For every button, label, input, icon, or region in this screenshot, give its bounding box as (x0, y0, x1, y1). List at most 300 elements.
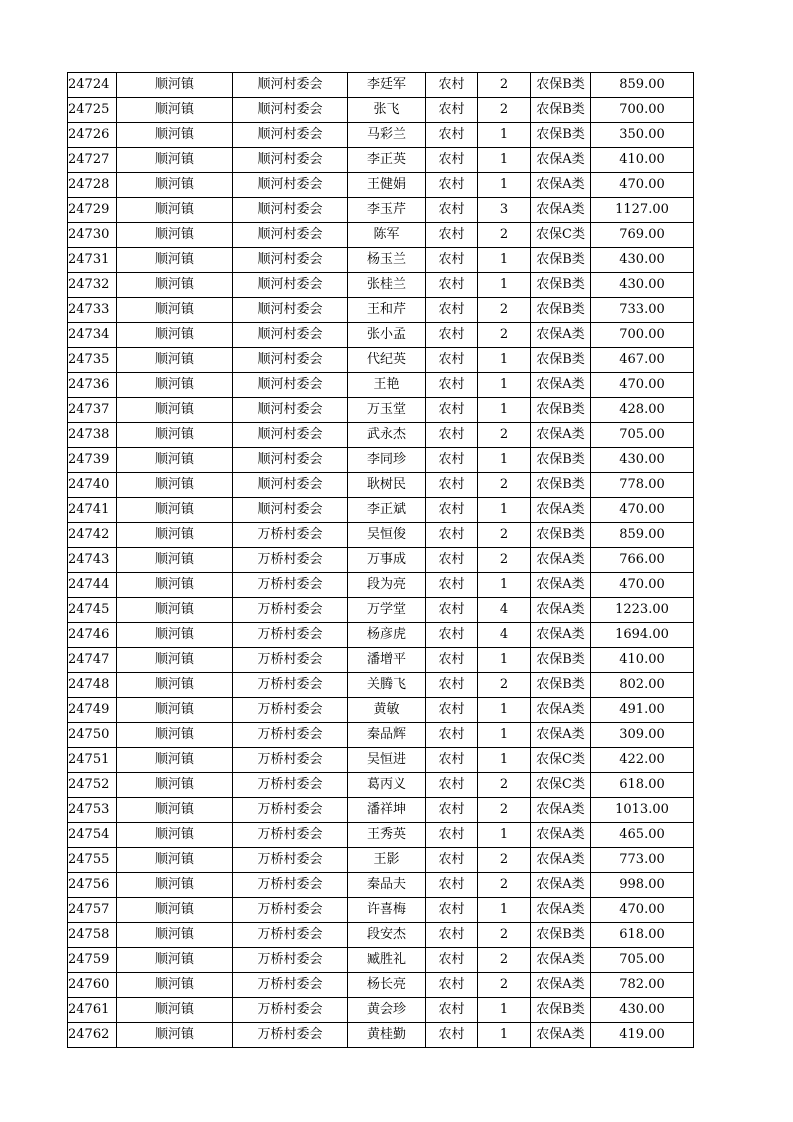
town-cell: 顺河镇 (117, 123, 233, 148)
household-type-cell: 农村 (426, 998, 478, 1023)
household-type-cell: 农村 (426, 673, 478, 698)
record-id-cell: 24738 (68, 423, 117, 448)
household-type-cell: 农村 (426, 448, 478, 473)
village-committee-cell: 顺河村委会 (233, 498, 348, 523)
person-name-cell: 秦品夫 (348, 873, 426, 898)
village-committee-cell: 顺河村委会 (233, 423, 348, 448)
village-committee-cell: 顺河村委会 (233, 323, 348, 348)
member-count-cell: 1 (478, 398, 531, 423)
record-id-cell: 24735 (68, 348, 117, 373)
village-committee-cell: 顺河村委会 (233, 173, 348, 198)
category-cell: 农保A类 (531, 323, 591, 348)
person-name-cell: 李玉芹 (348, 198, 426, 223)
town-cell: 顺河镇 (117, 648, 233, 673)
household-type-cell: 农村 (426, 173, 478, 198)
record-id-cell: 24761 (68, 998, 117, 1023)
record-id-cell: 24758 (68, 923, 117, 948)
table-row (68, 898, 694, 923)
village-committee-cell: 顺河村委会 (233, 248, 348, 273)
village-committee-cell: 万桥村委会 (233, 873, 348, 898)
table-row (68, 523, 694, 548)
town-cell: 顺河镇 (117, 773, 233, 798)
record-id-cell: 24736 (68, 373, 117, 398)
record-id-cell: 24755 (68, 848, 117, 873)
member-count-cell: 2 (478, 423, 531, 448)
person-name-cell: 王艳 (348, 373, 426, 398)
household-type-cell: 农村 (426, 248, 478, 273)
table-row (68, 873, 694, 898)
category-cell: 农保B类 (531, 523, 591, 548)
town-cell: 顺河镇 (117, 73, 233, 98)
category-cell: 农保A类 (531, 423, 591, 448)
town-cell: 顺河镇 (117, 498, 233, 523)
category-cell: 农保A类 (531, 373, 591, 398)
record-id-cell: 24759 (68, 948, 117, 973)
member-count-cell: 2 (478, 73, 531, 98)
record-id-cell: 24762 (68, 1023, 117, 1048)
person-name-cell: 万学堂 (348, 598, 426, 623)
record-id-cell: 24724 (68, 73, 117, 98)
village-committee-cell: 万桥村委会 (233, 698, 348, 723)
category-cell: 农保A类 (531, 623, 591, 648)
member-count-cell: 1 (478, 1023, 531, 1048)
table-row (68, 748, 694, 773)
amount-cell: 430.00 (591, 248, 694, 273)
amount-cell: 782.00 (591, 973, 694, 998)
person-name-cell: 黄敏 (348, 698, 426, 723)
record-id-cell: 24728 (68, 173, 117, 198)
person-name-cell: 张桂兰 (348, 273, 426, 298)
person-name-cell: 段为亮 (348, 573, 426, 598)
town-cell: 顺河镇 (117, 973, 233, 998)
member-count-cell: 1 (478, 998, 531, 1023)
household-type-cell: 农村 (426, 898, 478, 923)
table-row (68, 173, 694, 198)
table-row (68, 773, 694, 798)
person-name-cell: 杨彦虎 (348, 623, 426, 648)
amount-cell: 1013.00 (591, 798, 694, 823)
household-type-cell: 农村 (426, 623, 478, 648)
household-type-cell: 农村 (426, 73, 478, 98)
table-row (68, 598, 694, 623)
town-cell: 顺河镇 (117, 673, 233, 698)
roster-table (67, 72, 694, 1048)
table-row (68, 448, 694, 473)
member-count-cell: 1 (478, 248, 531, 273)
member-count-cell: 1 (478, 898, 531, 923)
amount-cell: 491.00 (591, 698, 694, 723)
town-cell: 顺河镇 (117, 923, 233, 948)
member-count-cell: 1 (478, 448, 531, 473)
amount-cell: 470.00 (591, 173, 694, 198)
town-cell: 顺河镇 (117, 198, 233, 223)
category-cell: 农保B类 (531, 273, 591, 298)
member-count-cell: 2 (478, 473, 531, 498)
village-committee-cell: 万桥村委会 (233, 998, 348, 1023)
table-row (68, 948, 694, 973)
amount-cell: 700.00 (591, 98, 694, 123)
member-count-cell: 4 (478, 598, 531, 623)
village-committee-cell: 万桥村委会 (233, 923, 348, 948)
town-cell: 顺河镇 (117, 523, 233, 548)
town-cell: 顺河镇 (117, 898, 233, 923)
town-cell: 顺河镇 (117, 323, 233, 348)
town-cell: 顺河镇 (117, 873, 233, 898)
household-type-cell: 农村 (426, 923, 478, 948)
table-row (68, 73, 694, 98)
record-id-cell: 24749 (68, 698, 117, 723)
village-committee-cell: 顺河村委会 (233, 98, 348, 123)
village-committee-cell: 顺河村委会 (233, 348, 348, 373)
category-cell: 农保A类 (531, 573, 591, 598)
category-cell: 农保A类 (531, 848, 591, 873)
person-name-cell: 臧胜礼 (348, 948, 426, 973)
category-cell: 农保A类 (531, 1023, 591, 1048)
record-id-cell: 24726 (68, 123, 117, 148)
village-committee-cell: 万桥村委会 (233, 648, 348, 673)
town-cell: 顺河镇 (117, 1023, 233, 1048)
record-id-cell: 24744 (68, 573, 117, 598)
household-type-cell: 农村 (426, 373, 478, 398)
amount-cell: 859.00 (591, 523, 694, 548)
table-row (68, 498, 694, 523)
record-id-cell: 24747 (68, 648, 117, 673)
town-cell: 顺河镇 (117, 173, 233, 198)
table-row (68, 998, 694, 1023)
person-name-cell: 李正斌 (348, 498, 426, 523)
amount-cell: 419.00 (591, 1023, 694, 1048)
person-name-cell: 王秀英 (348, 823, 426, 848)
village-committee-cell: 顺河村委会 (233, 448, 348, 473)
member-count-cell: 1 (478, 648, 531, 673)
category-cell: 农保A类 (531, 598, 591, 623)
amount-cell: 430.00 (591, 448, 694, 473)
member-count-cell: 1 (478, 123, 531, 148)
household-type-cell: 农村 (426, 723, 478, 748)
category-cell: 农保C类 (531, 223, 591, 248)
member-count-cell: 2 (478, 973, 531, 998)
record-id-cell: 24751 (68, 748, 117, 773)
member-count-cell: 1 (478, 723, 531, 748)
member-count-cell: 3 (478, 198, 531, 223)
member-count-cell: 4 (478, 623, 531, 648)
category-cell: 农保B类 (531, 398, 591, 423)
person-name-cell: 杨玉兰 (348, 248, 426, 273)
household-type-cell: 农村 (426, 748, 478, 773)
category-cell: 农保B类 (531, 648, 591, 673)
member-count-cell: 1 (478, 348, 531, 373)
category-cell: 农保A类 (531, 898, 591, 923)
category-cell: 农保B类 (531, 998, 591, 1023)
amount-cell: 1223.00 (591, 598, 694, 623)
record-id-cell: 24742 (68, 523, 117, 548)
town-cell: 顺河镇 (117, 948, 233, 973)
record-id-cell: 24741 (68, 498, 117, 523)
record-id-cell: 24756 (68, 873, 117, 898)
person-name-cell: 王影 (348, 848, 426, 873)
town-cell: 顺河镇 (117, 473, 233, 498)
village-committee-cell: 万桥村委会 (233, 623, 348, 648)
person-name-cell: 潘祥坤 (348, 798, 426, 823)
table-row (68, 973, 694, 998)
amount-cell: 470.00 (591, 498, 694, 523)
member-count-cell: 2 (478, 948, 531, 973)
member-count-cell: 2 (478, 223, 531, 248)
person-name-cell: 杨长亮 (348, 973, 426, 998)
town-cell: 顺河镇 (117, 598, 233, 623)
person-name-cell: 马彩兰 (348, 123, 426, 148)
household-type-cell: 农村 (426, 848, 478, 873)
table-row (68, 398, 694, 423)
village-committee-cell: 顺河村委会 (233, 223, 348, 248)
person-name-cell: 代纪英 (348, 348, 426, 373)
amount-cell: 1127.00 (591, 198, 694, 223)
table-row (68, 698, 694, 723)
person-name-cell: 关腾飞 (348, 673, 426, 698)
category-cell: 农保B类 (531, 923, 591, 948)
amount-cell: 802.00 (591, 673, 694, 698)
household-type-cell: 农村 (426, 798, 478, 823)
village-committee-cell: 万桥村委会 (233, 798, 348, 823)
category-cell: 农保A类 (531, 198, 591, 223)
town-cell: 顺河镇 (117, 273, 233, 298)
record-id-cell: 24760 (68, 973, 117, 998)
person-name-cell: 葛丙义 (348, 773, 426, 798)
record-id-cell: 24734 (68, 323, 117, 348)
household-type-cell: 农村 (426, 598, 478, 623)
village-committee-cell: 万桥村委会 (233, 523, 348, 548)
table-row (68, 373, 694, 398)
household-type-cell: 农村 (426, 648, 478, 673)
household-type-cell: 农村 (426, 823, 478, 848)
table-row (68, 123, 694, 148)
amount-cell: 998.00 (591, 873, 694, 898)
category-cell: 农保B类 (531, 123, 591, 148)
village-committee-cell: 顺河村委会 (233, 298, 348, 323)
amount-cell: 733.00 (591, 298, 694, 323)
amount-cell: 700.00 (591, 323, 694, 348)
table-row (68, 473, 694, 498)
amount-cell: 618.00 (591, 923, 694, 948)
table-row (68, 248, 694, 273)
record-id-cell: 24731 (68, 248, 117, 273)
person-name-cell: 王健娟 (348, 173, 426, 198)
household-type-cell: 农村 (426, 273, 478, 298)
village-committee-cell: 万桥村委会 (233, 548, 348, 573)
town-cell: 顺河镇 (117, 748, 233, 773)
category-cell: 农保B类 (531, 98, 591, 123)
town-cell: 顺河镇 (117, 848, 233, 873)
village-committee-cell: 顺河村委会 (233, 148, 348, 173)
member-count-cell: 1 (478, 573, 531, 598)
household-type-cell: 农村 (426, 98, 478, 123)
person-name-cell: 黄桂勤 (348, 1023, 426, 1048)
village-committee-cell: 万桥村委会 (233, 573, 348, 598)
person-name-cell: 吴恒俊 (348, 523, 426, 548)
amount-cell: 430.00 (591, 273, 694, 298)
household-type-cell: 农村 (426, 973, 478, 998)
table-row (68, 298, 694, 323)
amount-cell: 769.00 (591, 223, 694, 248)
village-committee-cell: 顺河村委会 (233, 473, 348, 498)
category-cell: 农保A类 (531, 723, 591, 748)
record-id-cell: 24729 (68, 198, 117, 223)
category-cell: 农保A类 (531, 973, 591, 998)
table-row (68, 223, 694, 248)
category-cell: 农保B类 (531, 673, 591, 698)
person-name-cell: 陈军 (348, 223, 426, 248)
table-row (68, 198, 694, 223)
household-type-cell: 农村 (426, 573, 478, 598)
person-name-cell: 张飞 (348, 98, 426, 123)
record-id-cell: 24754 (68, 823, 117, 848)
town-cell: 顺河镇 (117, 448, 233, 473)
table-row (68, 548, 694, 573)
table-row (68, 323, 694, 348)
town-cell: 顺河镇 (117, 223, 233, 248)
amount-cell: 773.00 (591, 848, 694, 873)
category-cell: 农保B类 (531, 248, 591, 273)
amount-cell: 705.00 (591, 948, 694, 973)
member-count-cell: 1 (478, 148, 531, 173)
member-count-cell: 1 (478, 748, 531, 773)
person-name-cell: 李正英 (348, 148, 426, 173)
village-committee-cell: 顺河村委会 (233, 123, 348, 148)
table-row (68, 348, 694, 373)
member-count-cell: 2 (478, 548, 531, 573)
category-cell: 农保B类 (531, 73, 591, 98)
town-cell: 顺河镇 (117, 548, 233, 573)
member-count-cell: 1 (478, 273, 531, 298)
household-type-cell: 农村 (426, 523, 478, 548)
record-id-cell: 24746 (68, 623, 117, 648)
person-name-cell: 许喜梅 (348, 898, 426, 923)
person-name-cell: 万事成 (348, 548, 426, 573)
person-name-cell: 王和芹 (348, 298, 426, 323)
town-cell: 顺河镇 (117, 573, 233, 598)
village-committee-cell: 万桥村委会 (233, 673, 348, 698)
household-type-cell: 农村 (426, 398, 478, 423)
amount-cell: 1694.00 (591, 623, 694, 648)
person-name-cell: 李廷军 (348, 73, 426, 98)
amount-cell: 859.00 (591, 73, 694, 98)
category-cell: 农保A类 (531, 698, 591, 723)
amount-cell: 428.00 (591, 398, 694, 423)
amount-cell: 422.00 (591, 748, 694, 773)
person-name-cell: 秦品辉 (348, 723, 426, 748)
amount-cell: 430.00 (591, 998, 694, 1023)
village-committee-cell: 顺河村委会 (233, 73, 348, 98)
town-cell: 顺河镇 (117, 148, 233, 173)
village-committee-cell: 万桥村委会 (233, 973, 348, 998)
record-id-cell: 24750 (68, 723, 117, 748)
amount-cell: 470.00 (591, 898, 694, 923)
table-row (68, 423, 694, 448)
category-cell: 农保B类 (531, 473, 591, 498)
record-id-cell: 24725 (68, 98, 117, 123)
member-count-cell: 2 (478, 923, 531, 948)
category-cell: 农保A类 (531, 948, 591, 973)
table-row (68, 98, 694, 123)
category-cell: 农保B类 (531, 348, 591, 373)
amount-cell: 618.00 (591, 773, 694, 798)
member-count-cell: 2 (478, 773, 531, 798)
member-count-cell: 2 (478, 673, 531, 698)
category-cell: 农保A类 (531, 498, 591, 523)
household-type-cell: 农村 (426, 1023, 478, 1048)
amount-cell: 410.00 (591, 648, 694, 673)
category-cell: 农保C类 (531, 748, 591, 773)
town-cell: 顺河镇 (117, 698, 233, 723)
member-count-cell: 1 (478, 823, 531, 848)
category-cell: 农保B类 (531, 298, 591, 323)
person-name-cell: 段安杰 (348, 923, 426, 948)
record-id-cell: 24737 (68, 398, 117, 423)
village-committee-cell: 万桥村委会 (233, 723, 348, 748)
village-committee-cell: 万桥村委会 (233, 773, 348, 798)
person-name-cell: 黄会珍 (348, 998, 426, 1023)
person-name-cell: 潘增平 (348, 648, 426, 673)
amount-cell: 410.00 (591, 148, 694, 173)
household-type-cell: 农村 (426, 873, 478, 898)
person-name-cell: 武永杰 (348, 423, 426, 448)
category-cell: 农保A类 (531, 148, 591, 173)
member-count-cell: 1 (478, 173, 531, 198)
household-type-cell: 农村 (426, 323, 478, 348)
amount-cell: 470.00 (591, 573, 694, 598)
town-cell: 顺河镇 (117, 823, 233, 848)
town-cell: 顺河镇 (117, 298, 233, 323)
table-row (68, 798, 694, 823)
category-cell: 农保A类 (531, 798, 591, 823)
record-id-cell: 24748 (68, 673, 117, 698)
village-committee-cell: 顺河村委会 (233, 198, 348, 223)
member-count-cell: 2 (478, 848, 531, 873)
household-type-cell: 农村 (426, 148, 478, 173)
town-cell: 顺河镇 (117, 798, 233, 823)
roster-body (68, 73, 694, 1048)
member-count-cell: 2 (478, 798, 531, 823)
record-id-cell: 24743 (68, 548, 117, 573)
member-count-cell: 2 (478, 323, 531, 348)
member-count-cell: 2 (478, 523, 531, 548)
amount-cell: 766.00 (591, 548, 694, 573)
member-count-cell: 2 (478, 298, 531, 323)
amount-cell: 309.00 (591, 723, 694, 748)
record-id-cell: 24740 (68, 473, 117, 498)
member-count-cell: 1 (478, 373, 531, 398)
table-row (68, 923, 694, 948)
person-name-cell: 李同珍 (348, 448, 426, 473)
village-committee-cell: 万桥村委会 (233, 1023, 348, 1048)
town-cell: 顺河镇 (117, 723, 233, 748)
table-row (68, 648, 694, 673)
category-cell: 农保A类 (531, 548, 591, 573)
person-name-cell: 吴恒进 (348, 748, 426, 773)
record-id-cell: 24732 (68, 273, 117, 298)
household-type-cell: 农村 (426, 498, 478, 523)
village-committee-cell: 顺河村委会 (233, 398, 348, 423)
amount-cell: 467.00 (591, 348, 694, 373)
table-row (68, 673, 694, 698)
household-type-cell: 农村 (426, 423, 478, 448)
member-count-cell: 1 (478, 498, 531, 523)
household-type-cell: 农村 (426, 473, 478, 498)
record-id-cell: 24733 (68, 298, 117, 323)
member-count-cell: 2 (478, 873, 531, 898)
table-row (68, 1023, 694, 1048)
village-committee-cell: 万桥村委会 (233, 898, 348, 923)
